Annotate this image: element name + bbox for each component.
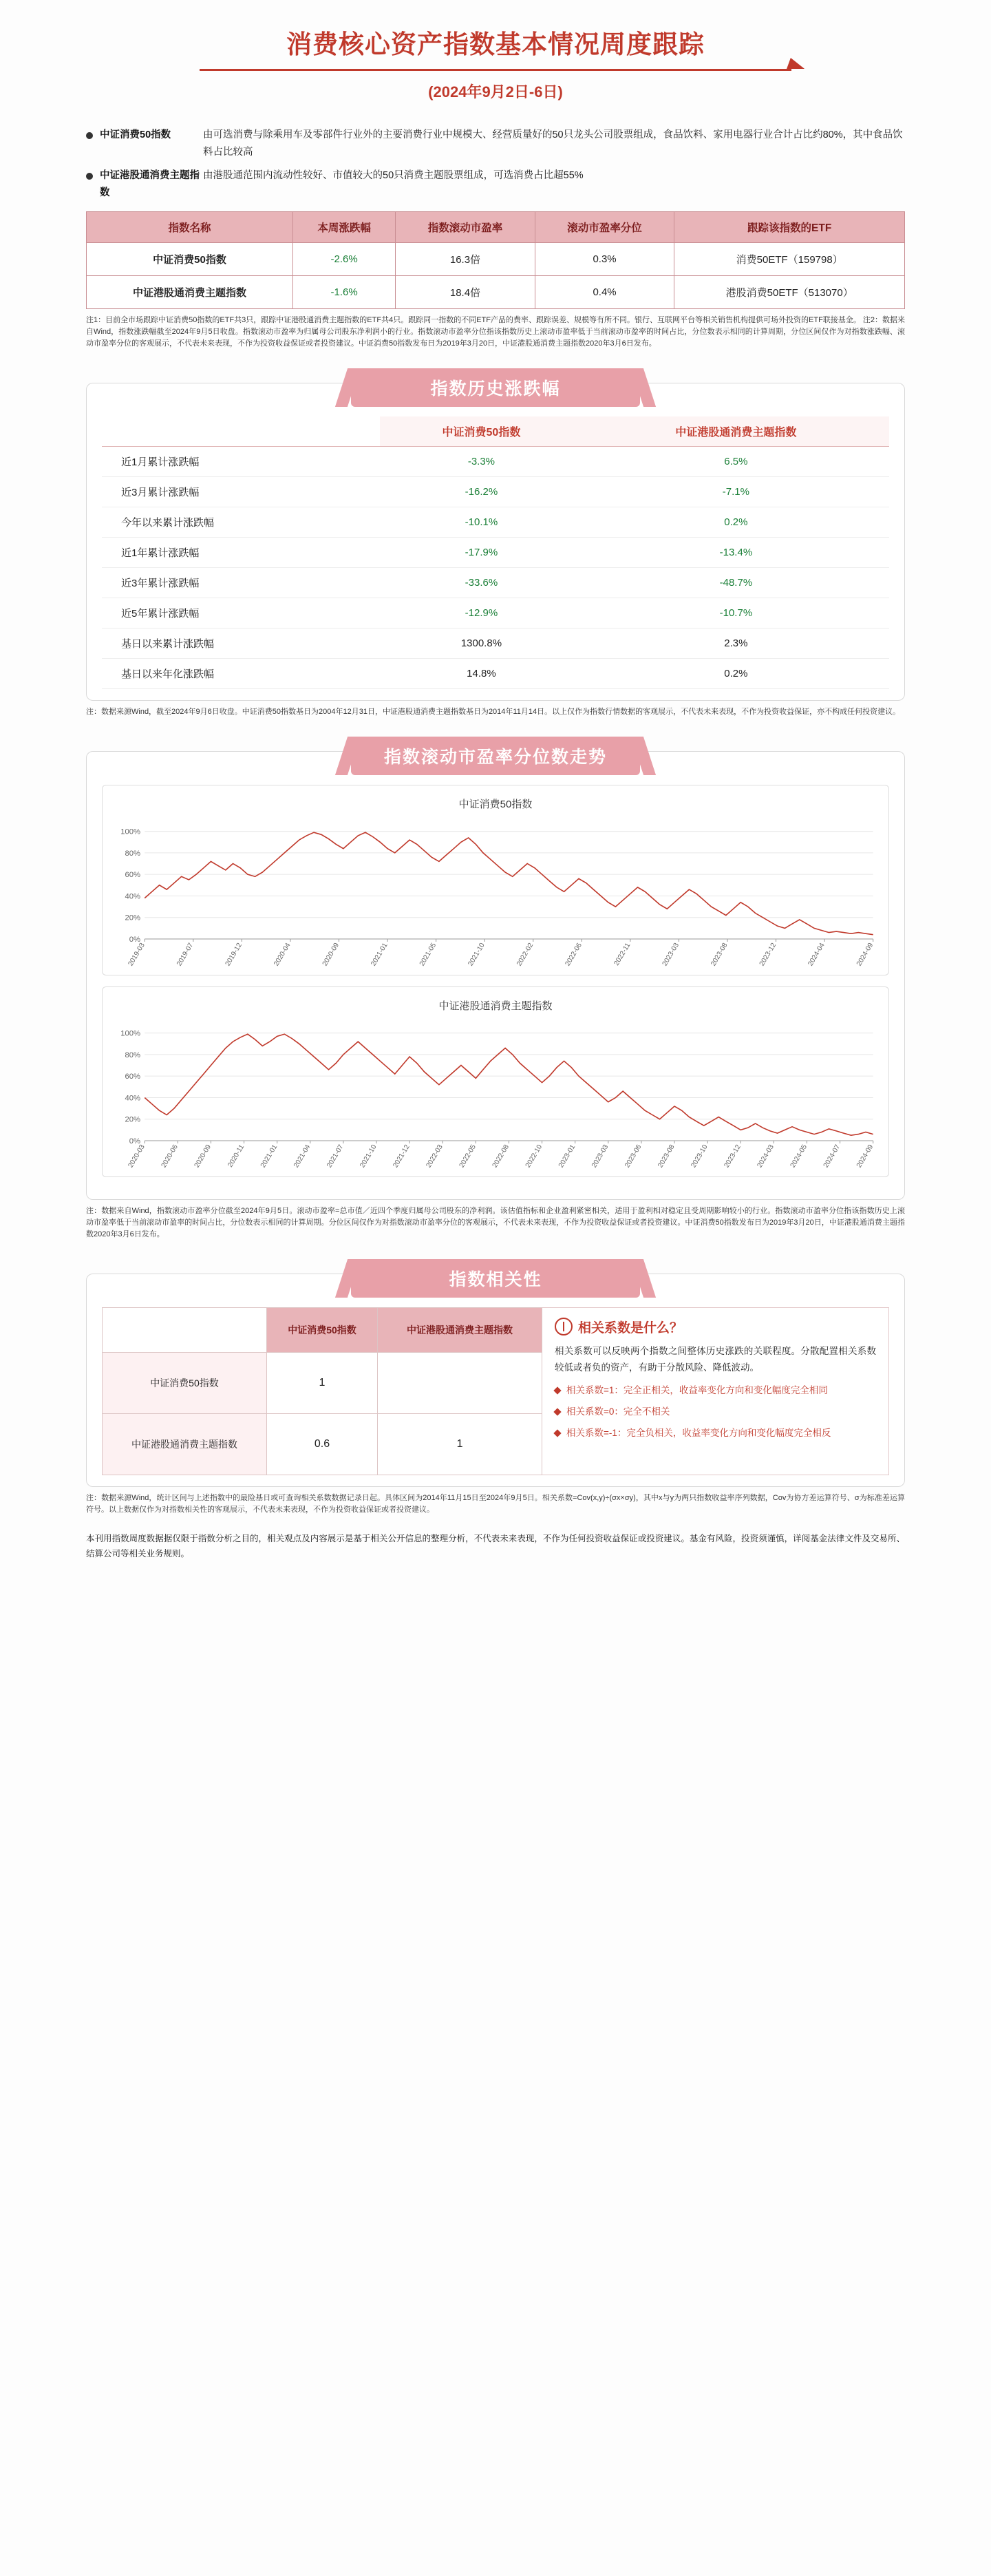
correlation-note: 注：数据来源Wind，统计区间与上述指数中的最险基日或可查询相关系数数据记录日起。具体区间为2014年11月15日至2024年9月5日。相关系数=Cov(x,y)÷(σx×σy)，其中x与y为两只指数收益率序列数据，Cov为协方差运算符号、σ为标准差运算符号。以上数据仅作为对指数相关性的客观展示，不代表未来表现，不作为投资收益保证或者投资建议。: [86, 1493, 905, 1514]
table-row: [102, 628, 889, 658]
list-item: [86, 127, 905, 160]
explainer-item-text: 相关系数=-1：完全负相关，收益率变化方向和变化幅度完全相反: [566, 1428, 831, 1439]
diamond-bullet-icon: [553, 1408, 561, 1416]
table-row: [102, 567, 889, 598]
svg-text:2022-08: 2022-08: [491, 1143, 511, 1169]
svg-text:2024-05: 2024-05: [789, 1143, 809, 1169]
svg-text:2022-02: 2022-02: [515, 941, 535, 967]
svg-text:2023-08: 2023-08: [710, 941, 729, 967]
cell-pe-percentile: 0.4%: [535, 275, 674, 308]
row-label: 基日以来累计涨跌幅: [102, 628, 380, 658]
cell-value-index2: -48.7%: [583, 567, 889, 598]
svg-text:2019-03: 2019-03: [127, 941, 147, 967]
svg-text:2021-07: 2021-07: [326, 1143, 345, 1169]
table-row: [103, 1413, 542, 1475]
index-description: 由港股通范围内流动性较好、市值较大的50只消费主题股票组成，可选消费占比超55%: [203, 170, 584, 182]
cell-corr-2-1: 0.6: [266, 1413, 377, 1475]
cell-corr-1-1: 1: [266, 1352, 377, 1413]
svg-text:2023-12: 2023-12: [723, 1143, 743, 1169]
index-name: 中证港股通消费主题指数: [100, 170, 200, 198]
svg-text:2024-09: 2024-09: [855, 941, 875, 967]
svg-text:2021-12: 2021-12: [392, 1143, 412, 1169]
index-name: 中证消费50指数: [100, 129, 171, 140]
svg-text:2024-04: 2024-04: [807, 941, 827, 967]
svg-text:20%: 20%: [125, 1115, 141, 1124]
cell-corr-2-2: 1: [378, 1413, 542, 1475]
row-label: 近1年累计涨跌幅: [102, 537, 380, 567]
svg-text:2020-06: 2020-06: [160, 1143, 180, 1169]
column-header-blank: [103, 1307, 267, 1352]
cell-value-index1: -17.9%: [380, 537, 583, 567]
chart-hk-consumer: [102, 986, 889, 1177]
svg-text:100%: 100%: [120, 1029, 141, 1038]
cell-pe: 18.4倍: [396, 275, 535, 308]
pe-percentile-card: [86, 747, 905, 1200]
table-header-row: [103, 1307, 542, 1352]
cell-value-index1: 1300.8%: [380, 628, 583, 658]
svg-text:60%: 60%: [125, 1073, 141, 1081]
row-label: 今年以来累计涨跌幅: [102, 507, 380, 537]
cell-value-index2: -13.4%: [583, 537, 889, 567]
page-title: 消费核心资产指数基本情况周度跟踪: [286, 30, 705, 59]
explainer-item-text: 相关系数=1：完全正相关，收益率变化方向和变化幅度完全相同: [566, 1385, 828, 1396]
column-header-pe-percentile: 滚动市盈率分位: [535, 211, 674, 242]
svg-text:2021-04: 2021-04: [292, 1143, 312, 1169]
column-header-blank: [102, 416, 380, 447]
svg-text:2021-01: 2021-01: [370, 941, 390, 967]
cell-value-index1: -16.2%: [380, 476, 583, 507]
svg-text:2019-07: 2019-07: [175, 941, 195, 967]
chart-canvas: [108, 1014, 883, 1172]
explainer-title-row: [555, 1318, 876, 1336]
list-item: [555, 1404, 876, 1420]
svg-text:2023-03: 2023-03: [590, 1143, 610, 1169]
svg-text:80%: 80%: [125, 849, 141, 858]
table-row: [102, 537, 889, 567]
cell-value-index2: -7.1%: [583, 476, 889, 507]
table-header-row: [102, 416, 889, 447]
page-header: [0, 0, 991, 109]
svg-text:2022-11: 2022-11: [612, 941, 632, 967]
explainer-description: 相关系数可以反映两个指数之间整体历史涨跌的关联程度。分散配置相关系数较低或者负的资产，有助于分散风险、降低波动。: [555, 1345, 876, 1373]
svg-text:2022-10: 2022-10: [524, 1143, 544, 1169]
cell-value-index2: 0.2%: [583, 507, 889, 537]
svg-text:2020-11: 2020-11: [226, 1143, 246, 1169]
cell-etf: 港股消费50ETF（513070）: [674, 275, 905, 308]
history-table: [102, 416, 889, 689]
svg-text:2021-05: 2021-05: [418, 941, 438, 967]
correlation-table: [102, 1307, 542, 1475]
history-card-title: 指数历史涨跌幅: [351, 368, 640, 407]
cell-value-index1: -10.1%: [380, 507, 583, 537]
list-item: [86, 167, 905, 201]
column-header-index2: 中证港股通消费主题指数: [378, 1307, 542, 1352]
pe-note: 注：数据来自Wind，指数滚动市盈率分位截至2024年9月5日。滚动市盈率=总市值／近四个季度归属母公司股东的净利润。该估值指标和企业盈利紧密相关，适用于盈利相对稳定且受周期影响较小的行业。指数滚动市盈率分位指该指数历史上滚动市盈率低于当前滚动市盈率的时间占比，分位数表示相同的计算周期。分位区间仅作为对指数滚动市盈率分位的客观展示，不代表未来表现，不作为投资收益保证或者投资建议。中证消费50指数发布日为2019年3月20日，中证港股通消费主题指数2020年3月6日发布。: [86, 1206, 905, 1238]
chart-title: 中证消费50指数: [458, 798, 533, 810]
history-card: [86, 379, 905, 701]
table-row: [102, 658, 889, 688]
column-header-index1: 中证消费50指数: [380, 416, 583, 447]
cell-etf: 消费50ETF（159798）: [674, 242, 905, 275]
svg-text:0%: 0%: [129, 1137, 141, 1146]
list-item: [555, 1383, 876, 1399]
title-underline: [200, 69, 791, 71]
diamond-bullet-icon: [553, 1387, 561, 1395]
column-header-name: 指数名称: [87, 211, 293, 242]
svg-text:2022-06: 2022-06: [564, 941, 584, 967]
table-row: [87, 242, 905, 275]
svg-text:2020-04: 2020-04: [273, 941, 292, 967]
table-row: [102, 507, 889, 537]
svg-text:2020-03: 2020-03: [127, 1143, 147, 1169]
cell-weekly-change: -1.6%: [293, 275, 396, 308]
history-note: 注：数据来源Wind，截至2024年9月6日收盘。中证消费50指数基日为2004年12月31日，中证港股通消费主题指数基日为2014年11月14日。以上仅作为指数行情数据的客观展示，不代表未来表现，不作为投资收益保证，亦不构成任何投资建议。: [86, 707, 901, 716]
cell-value-index2: 0.2%: [583, 658, 889, 688]
row-label: 近1月累计涨跌幅: [102, 446, 380, 476]
svg-text:2021-10: 2021-10: [467, 941, 487, 967]
svg-text:2023-03: 2023-03: [661, 941, 681, 967]
svg-text:0%: 0%: [129, 935, 141, 944]
page-disclaimer: 本刊用指数周度数据据仅限于指数分析之目的，相关观点及内容展示是基于相关公开信息的整理分析，不代表未来表现，不作为任何投资收益保证或投资建议。基金有风险，投资须谨慎，详阅基金法律文件及交易所、结算公司等相关业务规则。: [86, 1533, 905, 1559]
svg-text:40%: 40%: [125, 1094, 141, 1103]
table-row: [87, 275, 905, 308]
index-descriptions: [86, 127, 905, 202]
svg-text:40%: 40%: [125, 892, 141, 901]
svg-text:2023-12: 2023-12: [758, 941, 778, 967]
pe-card-title: 指数滚动市盈率分位数走势: [351, 737, 640, 775]
svg-text:100%: 100%: [120, 827, 141, 836]
chart-canvas: [108, 812, 883, 971]
svg-text:2022-03: 2022-03: [425, 1143, 445, 1169]
row-label: 中证消费50指数: [103, 1352, 267, 1413]
chart-consumer50: [102, 785, 889, 975]
svg-text:2024-07: 2024-07: [822, 1143, 842, 1169]
row-label: 中证港股通消费主题指数: [103, 1413, 267, 1475]
lightbulb-icon: [555, 1318, 573, 1335]
column-header-index1: 中证消费50指数: [266, 1307, 377, 1352]
chart-title: 中证港股通消费主题指数: [438, 1000, 553, 1012]
column-header-weekly-change: 本周涨跌幅: [293, 211, 396, 242]
table-header-row: [87, 211, 905, 242]
svg-text:2020-09: 2020-09: [321, 941, 341, 967]
table-row: [102, 446, 889, 476]
page-subtitle: (2024年9月2日-6日): [428, 83, 563, 101]
cell-value-index1: -12.9%: [380, 598, 583, 628]
row-label: 基日以来年化涨跌幅: [102, 658, 380, 688]
column-header-etf: 跟踪该指数的ETF: [674, 211, 905, 242]
table-row: [102, 476, 889, 507]
svg-text:2023-08: 2023-08: [657, 1143, 676, 1169]
svg-text:2021-10: 2021-10: [359, 1143, 379, 1169]
cell-pe: 16.3倍: [396, 242, 535, 275]
svg-text:2019-12: 2019-12: [224, 941, 244, 967]
column-header-pe: 指数滚动市盈率: [396, 211, 535, 242]
column-header-index2: 中证港股通消费主题指数: [583, 416, 889, 447]
row-label: 近3年累计涨跌幅: [102, 567, 380, 598]
svg-text:2023-06: 2023-06: [624, 1143, 643, 1169]
svg-text:2024-03: 2024-03: [756, 1143, 776, 1169]
main-table-note: 注1：目前全市场跟踪中证消费50指数的ETF共3只，跟踪中证港股通消费主题指数的ETF共4只。跟踪同一指数的不同ETF产品的费率、跟踪误差、规模等有所不同。银行、互联网平台等相关销售机构提供可场外投资的ETF联接基金。 注2：数据来自Wind，指数涨跌幅截至2024年9月5日收盘。指数滚动市盈率为归属母公司股东净利润小的行业。指数滚动市盈率分位指该指数历史上滚动市盈率低于当前滚动市盈率的时间占比，分位数表示相同的计算周期，分位区间仅作为对指数涨跌幅、滚动市盈率分位的客观展示，不代表未来表现，不作为投资收益保证或者投资建议。中证消费50指数发布日为2019年3月20日，中证港股通消费主题指数2020年3月6日发布。: [86, 315, 905, 348]
svg-text:80%: 80%: [125, 1051, 141, 1059]
cell-weekly-change: -2.6%: [293, 242, 396, 275]
svg-text:2024-09: 2024-09: [855, 1143, 875, 1169]
explainer-item-text: 相关系数=0：完全不相关: [566, 1406, 670, 1417]
svg-text:2020-09: 2020-09: [193, 1143, 213, 1169]
cell-index-name: 中证港股通消费主题指数: [87, 275, 293, 308]
row-label: 近5年累计涨跌幅: [102, 598, 380, 628]
svg-text:60%: 60%: [125, 871, 141, 879]
cell-value-index1: 14.8%: [380, 658, 583, 688]
svg-text:20%: 20%: [125, 914, 141, 922]
cell-pe-percentile: 0.3%: [535, 242, 674, 275]
svg-text:2021-01: 2021-01: [259, 1143, 279, 1169]
row-label: 近3月累计涨跌幅: [102, 476, 380, 507]
cell-value-index2: -10.7%: [583, 598, 889, 628]
cell-value-index1: -33.6%: [380, 567, 583, 598]
svg-text:2023-10: 2023-10: [690, 1143, 710, 1169]
cell-value-index2: 2.3%: [583, 628, 889, 658]
cell-corr-1-2: [378, 1352, 542, 1413]
cell-value-index1: -3.3%: [380, 446, 583, 476]
index-summary-table: [86, 211, 905, 309]
svg-text:2023-01: 2023-01: [557, 1143, 577, 1169]
correlation-card-title: 指数相关性: [351, 1259, 640, 1298]
correlation-explainer: [542, 1307, 889, 1475]
table-row: [103, 1352, 542, 1413]
list-item: [555, 1426, 876, 1442]
cell-value-index2: 6.5%: [583, 446, 889, 476]
table-row: [102, 598, 889, 628]
correlation-card: [86, 1269, 905, 1487]
bullet-dot-icon: [86, 132, 93, 139]
cell-index-name: 中证消费50指数: [87, 242, 293, 275]
explainer-title: 相关系数是什么？: [578, 1320, 683, 1335]
svg-text:2022-05: 2022-05: [458, 1143, 478, 1169]
bullet-dot-icon: [86, 173, 93, 180]
index-description: 由可选消费与除乘用车及零部件行业外的主要消费行业中规模大、经营质量好的50只龙头公司股票组成，食品饮料、家用电器行业合计占比约80%，其中食品饮料占比较高: [203, 129, 903, 158]
diamond-bullet-icon: [553, 1430, 561, 1437]
